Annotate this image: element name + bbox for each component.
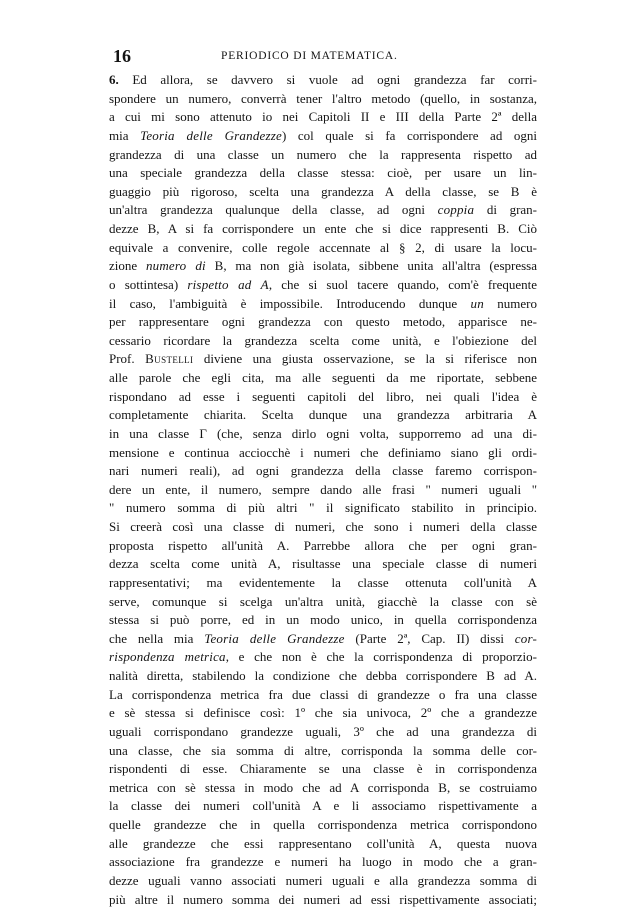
text-segment: ) col quale si fa corrispondere ad ogni (282, 128, 537, 143)
text-line (109, 164, 537, 183)
text-segment: rispetto ad A (187, 277, 268, 292)
text-segment: un (471, 296, 484, 311)
text-segment: serve, comunque si scelga un'altra unità, giacchè la classe con sè (109, 594, 537, 609)
text-segment: rispondano ad esse i seguenti capitoli del libro, nei quali l'idea è (109, 389, 537, 404)
text-segment: equivale a convenire, colle regole accennate al § 2, di usare la locu- (109, 240, 537, 255)
text-segment: dezza scelta come unità A, risultasse una speciale classe di numeri (109, 556, 537, 571)
text-segment: a cui mi sono attenuto io nei Capitoli II e III della Parte 2ª della (109, 109, 537, 124)
text-segment: guaggio più rigoroso, scelta una grandezza A della classe, se B è (109, 184, 537, 199)
body-paragraph (109, 71, 537, 909)
text-line (109, 425, 537, 444)
text-line (109, 760, 537, 779)
text-line (109, 853, 537, 872)
text-segment: mensione e continua acciocchè i numeri che definiamo siano gli ordi- (109, 445, 537, 460)
text-segment: che nella mia (109, 631, 204, 646)
text-line (109, 350, 537, 369)
text-segment: cor- (515, 631, 537, 646)
text-segment: alle parole che egli cita, ma alle seguenti da me riportate, sebbene (109, 370, 537, 385)
text-line (109, 444, 537, 463)
page-header (113, 46, 536, 66)
text-line (109, 611, 537, 630)
text-line (109, 201, 537, 220)
text-segment: dezze B, A si fa corrispondere un ente che si dice rappresenti B. Ciò (109, 221, 537, 236)
running-head: PERIODICO DI MATEMATICA. (221, 50, 398, 62)
text-segment: proposta rispetto all'unità A. Parrebbe allora che per ogni gran- (109, 538, 537, 553)
text-line (109, 704, 537, 723)
text-segment: coppia (438, 202, 475, 217)
text-segment: completamente chiarita. Scelta dunque una grandezza arbitraria A (109, 407, 537, 422)
text-line (109, 574, 537, 593)
text-line (109, 388, 537, 407)
text-segment: La corrispondenza metrica fra due classi di grandezze o fra una classe (109, 687, 537, 702)
text-segment: zione (109, 258, 146, 273)
text-segment: quelle grandezze che in quella corrispondenza metrica corrispondono (109, 817, 537, 832)
text-segment: , che si suol tacere quando, com'è frequente (269, 277, 537, 292)
text-line (109, 220, 537, 239)
text-segment: per rappresentare ogni grandezza con questo metodo, apparisce ne- (109, 314, 537, 329)
text-line (109, 816, 537, 835)
text-segment: una speciale grandezza della classe stessa: cioè, per usare un lin- (109, 165, 537, 180)
text-segment: metrica con sè stessa in modo che ad A corrisponda B, se costruiamo (109, 780, 537, 795)
text-line (109, 648, 537, 667)
text-segment: rispondenti di esse. Chiaramente se una classe è in corrispondenza (109, 761, 537, 776)
text-line (109, 779, 537, 798)
text-segment: B, ma non già isolata, sibbene unita all'altra (espressa (206, 258, 537, 273)
text-segment: stessa si può porre, ed in un modo unico, in quella corrispondenza (109, 612, 537, 627)
text-segment: " numero somma di più altri " il significato stabilito in principio. (109, 500, 537, 515)
text-line (109, 239, 537, 258)
text-line (109, 481, 537, 500)
text-segment: mia (109, 128, 140, 143)
text-line (109, 462, 537, 481)
text-segment: dezze uguali vanno associati numeri uguali e alla grandezza somma di (109, 873, 537, 888)
text-segment: e sè stessa si definisce così: 1º che sia univoca, 2º che a grandezze (109, 705, 537, 720)
text-line (109, 593, 537, 612)
text-segment: associazione fra grandezze e numeri ha luogo in modo che a gran- (109, 854, 537, 869)
text-line (109, 127, 537, 146)
text-segment: di gran- (474, 202, 537, 217)
text-line (109, 257, 537, 276)
text-line (109, 406, 537, 425)
text-segment: nari numeri reali), ad ogni grandezza della classe faremo corrispon- (109, 463, 537, 478)
text-line (109, 71, 537, 90)
text-segment: in una classe Γ (che, senza dirlo ogni volta, supporremo ad una di- (109, 426, 537, 441)
text-line (109, 313, 537, 332)
text-segment: 6. (109, 72, 119, 87)
text-line (109, 723, 537, 742)
text-segment: Teoria delle Grandezze (140, 128, 282, 143)
text-line (109, 108, 537, 127)
text-line (109, 276, 537, 295)
text-line (109, 797, 537, 816)
text-segment: rappresentativi; ma evidentemente la classe ottenuta coll'unità A (109, 575, 537, 590)
text-segment: numero di (146, 258, 206, 273)
text-segment: il caso, l'ambiguità è impossibile. Introducendo dunque (109, 296, 471, 311)
text-line (109, 555, 537, 574)
text-segment: una classe, che sia somma di altre, corrisponda la somma delle cor- (109, 743, 537, 758)
text-segment: Prof. (109, 351, 145, 366)
page-number: 16 (113, 46, 131, 67)
text-line (109, 537, 537, 556)
text-line (109, 499, 537, 518)
text-line (109, 518, 537, 537)
text-segment: la classe dei numeri coll'unità A e li associamo rispettivamente a (109, 798, 537, 813)
text-line (109, 686, 537, 705)
text-line (109, 630, 537, 649)
text-line (109, 872, 537, 891)
text-segment: un'altra grandezza qualunque della classe, ad ogni (109, 202, 438, 217)
text-line (109, 146, 537, 165)
text-line (109, 835, 537, 854)
text-segment: grandezza di una classe un numero che la rappresenta rispetto ad (109, 147, 537, 162)
text-segment: o sottintesa) (109, 277, 187, 292)
text-line (109, 332, 537, 351)
text-line (109, 667, 537, 686)
text-segment: dere un ente, il numero, sempre dando alle frasi " numeri uguali " (109, 482, 537, 497)
text-segment: cessario ricordare la grandezza scelta come unità, e l'obiezione del (109, 333, 537, 348)
text-segment: numero (484, 296, 537, 311)
text-segment: alle grandezze che essi rappresentano coll'unità A, questa nuova (109, 836, 537, 851)
text-segment: Ed allora, se davvero si vuole ad ogni grandezza far corri- (119, 72, 537, 87)
text-line (109, 90, 537, 109)
text-segment: rispondenza metrica (109, 649, 226, 664)
text-segment: Si creerà così una classe di numeri, che sono i numeri della classe (109, 519, 537, 534)
text-segment: spondere un numero, converrà tener l'altro metodo (quello, in sostanza, (109, 91, 537, 106)
text-line (109, 183, 537, 202)
text-segment: , e che non è che la corrispondenza di proporzio- (226, 649, 537, 664)
text-line (109, 742, 537, 761)
text-segment: Bustelli (145, 351, 193, 366)
text-line (109, 295, 537, 314)
text-segment: nalità diretta, stabilendo la condizione che debba corrispondere B ad A. (109, 668, 537, 683)
text-segment: più altre il numero somma dei numeri ad essi rispettivamente associati; (109, 892, 537, 907)
text-line (109, 369, 537, 388)
text-segment: Teoria delle Grandezze (204, 631, 344, 646)
text-segment: diviene una giusta osservazione, se la si riferisce non (193, 351, 537, 366)
text-segment: (Parte 2ª, Cap. II) dissi (345, 631, 515, 646)
text-segment: uguali corrispondano grandezze uguali, 3º che ad una grandezza di (109, 724, 537, 739)
